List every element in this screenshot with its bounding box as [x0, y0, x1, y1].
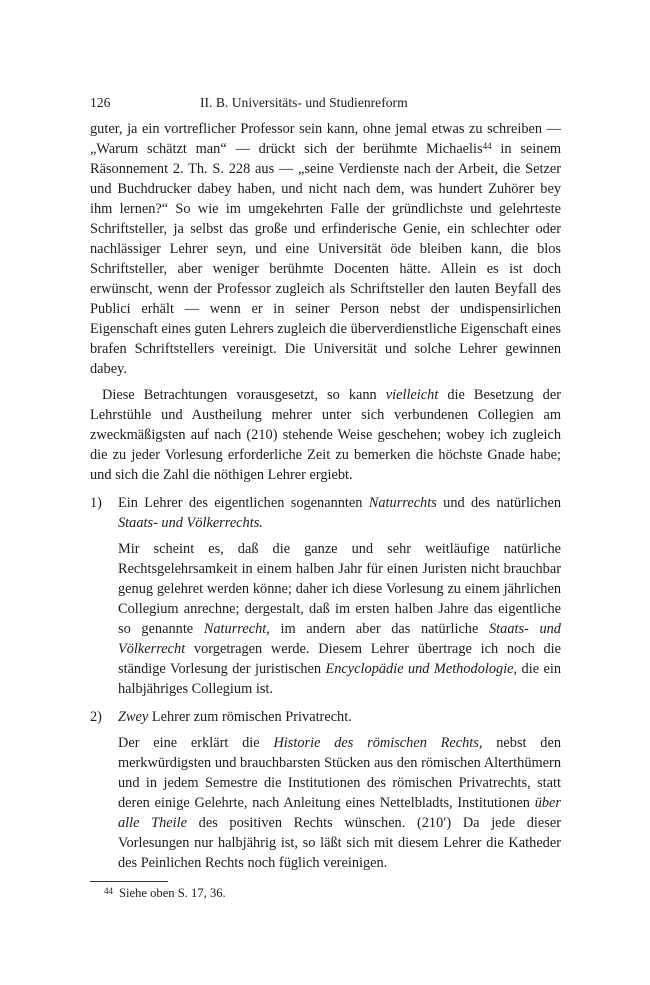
footnote-divider — [90, 881, 168, 882]
item-2-sub-a: Der eine erklärt die — [118, 735, 274, 751]
paragraph-1 — [90, 119, 561, 379]
item-1-sub-em2: Staats- und Völkerrecht — [118, 621, 561, 657]
footnote-text: Siehe oben S. 17, 36. — [119, 886, 226, 900]
list-item-1-number: 1) — [90, 495, 102, 511]
footnote-reference: 44 — [482, 141, 492, 151]
item-1-sub-em3: Encyclopädie und Methodologie, — [325, 661, 518, 677]
paragraph-2-emphasis: vielleicht — [385, 387, 439, 403]
item-1-sub-em1: Naturrecht, — [203, 621, 270, 637]
item-2-sub-c: des positiven Rechts wünschen. (210′) Da jede dieser Vorlesungen nur halbjährig ist, so läßt sich mit diesem Lehrer die Katheder des Peinlichen Rechts noch füglich vereinigen. — [118, 815, 561, 871]
paragraph-2-text-b: die Besetzung der Lehrstühle und Austheilung mehrer unter sich verbundenen Collegien am zweckmäßigsten auf nach (210) stehende Weise geschehen; wobey ich zugleich die zu jeder Vorlesung erforderliche Zeit zu bemerken die höchste Gnade habe; und sich die Zahl die nöthigen Lehrer ergiebt. — [90, 387, 561, 483]
item-2-sub-b: nebst den merkwürdigsten und brauchbarsten Stücken aus den römischen Alterthümern und in jedem Semestre die Institutionen des römischen Privatrechts, statt deren einige Gelehrte, nach Anleitung eines Nettelbladts, Institutionen — [118, 735, 561, 811]
running-title: II. B. Universitäts- und Studienreform — [200, 95, 408, 110]
list-item-1-heading — [118, 493, 561, 533]
item-1-sub-a: Mir scheint es, daß die ganze und sehr weitläufige natürliche Rechtsgelehrsamkeit in einem halben Jahr für einen Juristen nicht brauchbar genug gelehret werden könne; daher ich diese Vorlesung zu einem jährlichen Collegium anrechne; dergestalt, daß im ersten halben Jahre das eigentliche so genannte — [118, 541, 561, 637]
item-1-sub-d: die ein halbjähriges Collegium ist. — [118, 661, 561, 697]
item-2-sub-em2: über alle Theile — [118, 795, 561, 831]
item-1-lead-b: und des natürlichen — [436, 495, 561, 511]
item-1-lead-em2: Staats- und Völkerrechts. — [118, 515, 263, 531]
footnote — [104, 883, 504, 901]
paragraph-1-text-b: in seinem Räsonnement 2. Th. S. 228 aus — „seine Verdienste nach der Arbeit, die Setzer und Buchdrucker dabey haben, und nicht nach dem, was hundert Zuhörer bey ihm lernen?“ So wie im umgekehrten Falle der gründlichste und gelehrteste Schriftsteller, ja selbst das große und erfinderische Genie, ein schlechter oder nachlässiger Lehrer seyn, und eine Universität öde bleiben kann, die blos Schriftsteller, aber weniger berühmte Docenten hätte. Allein es ist doch erwünscht, wenn der Professor zugleich als Schriftsteller den lauten Beyfall des Publici erhält — wenn er in seiner Person nebst der undispensirlichen Eigenschaft eines guten Lehrers zugleich die überverdienstliche Eigenschaft eines brafen Schriftstellers vereinigt. Die Universität und solche Lehrer gewinnen dabey. — [90, 141, 561, 377]
item-2-lead-em: Zwey — [118, 709, 149, 725]
item-2-sub-em1: Historie des römischen Rechts, — [273, 735, 483, 751]
list-item-1-body — [118, 539, 561, 699]
footnote-mark: 44 — [104, 886, 113, 896]
item-1-lead-em1: Naturrechts — [368, 495, 437, 511]
item-1-sub-b: im andern aber das natürliche — [269, 621, 489, 637]
list-item-1 — [90, 493, 561, 699]
list-item-2-heading — [118, 707, 561, 727]
list-item-2-number: 2) — [90, 709, 102, 725]
body-text — [90, 119, 561, 873]
paragraph-1-text-a: guter, ja ein vortreflicher Professor sein kann, ohne jemal etwas zu schreiben — „Warum schätzt man“ — drückt sich der berühmte Michaelis — [90, 121, 561, 157]
paragraph-2-text-a: Diese Betrachtungen vorausgesetzt, so kann — [102, 387, 386, 403]
item-2-lead-a: Lehrer zum römischen Privatrecht. — [148, 709, 352, 725]
item-1-lead-a: Ein Lehrer des eigentlichen sogenannten — [118, 495, 369, 511]
item-1-sub-c: vorgetragen werde. Diesem Lehrer übertrage ich noch die ständige Vorlesung der juristischen — [118, 641, 561, 677]
list-item-2 — [90, 707, 561, 873]
page-number: 126 — [90, 95, 111, 110]
list-item-2-body — [118, 733, 561, 873]
paragraph-2 — [90, 385, 561, 485]
